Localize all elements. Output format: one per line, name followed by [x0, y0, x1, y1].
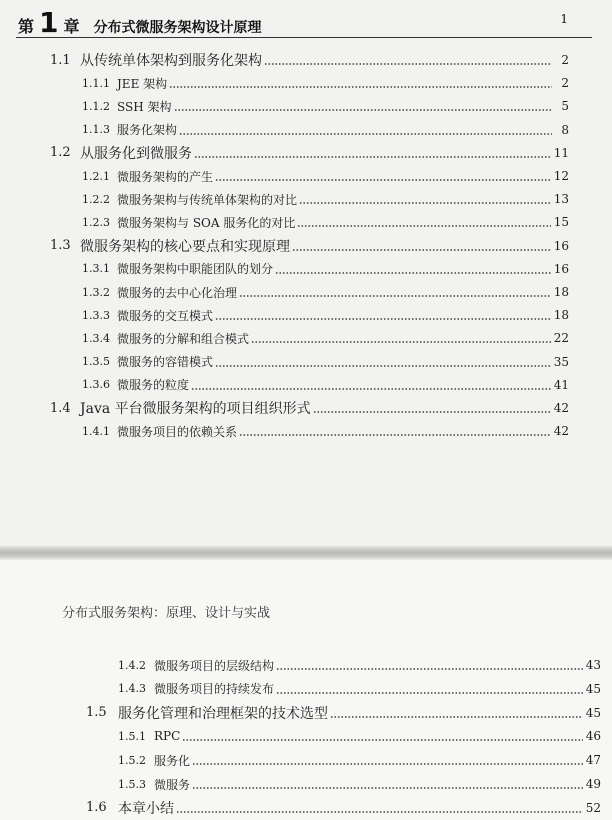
dot-leader	[174, 96, 552, 116]
toc-subsection-entry	[82, 189, 569, 209]
running-head: 分布式服务架构：原理、设计与实战	[62, 606, 271, 621]
dot-leader	[191, 375, 551, 395]
dot-leader	[169, 73, 552, 93]
entry-number: 1.5	[86, 705, 107, 721]
entry-title: 服务化管理和治理框架的技术选型	[118, 705, 328, 722]
toc-subsection-entry	[82, 421, 569, 441]
dot-leader	[299, 189, 551, 209]
toc-subsection-entry	[82, 120, 569, 140]
entry-number: 1.2.1	[82, 169, 110, 183]
toc-subsection-entry	[82, 166, 569, 186]
entry-number: 1.2.3	[82, 215, 110, 229]
entry-title: 微服务项目的依赖关系	[117, 424, 238, 439]
entry-number: 1.3.5	[82, 355, 110, 369]
entry-title: 微服务的容错模式	[117, 355, 214, 370]
toc-section-entry	[50, 398, 569, 418]
entry-page-number: 42	[553, 401, 569, 415]
toc-subsection-entry	[82, 96, 569, 116]
dot-leader	[239, 282, 551, 302]
dot-leader	[276, 679, 583, 699]
entry-title: 微服务的粒度	[117, 378, 190, 393]
dot-leader	[313, 398, 551, 418]
entry-number: 1.4	[50, 400, 71, 416]
dot-leader	[215, 305, 551, 325]
entry-title: 服务化	[154, 753, 191, 768]
toc-subsection-entry	[82, 375, 569, 395]
entry-number: 1.3.4	[82, 331, 110, 345]
entry-title: 微服务架构的核心要点和实现原理	[80, 238, 290, 255]
toc-subsection-entry	[82, 328, 569, 348]
entry-number: 1.4.2	[118, 658, 146, 672]
toc-subsection-entry	[82, 212, 569, 232]
toc-section-entry	[50, 143, 569, 163]
entry-page-number: 8	[561, 122, 569, 137]
entry-title: 微服务架构与 SOA 服务化的对比	[117, 215, 296, 230]
entry-page-number: 47	[585, 753, 601, 768]
dot-leader	[292, 236, 551, 256]
entry-number: 1.1.3	[82, 123, 110, 137]
entry-title: RPC	[154, 729, 181, 744]
entry-page-number: 12	[553, 169, 569, 183]
toc-subsection-entry	[82, 259, 569, 279]
entry-title: 微服务的分解和组合模式	[117, 331, 250, 346]
toc-list	[0, 560, 612, 820]
entry-page-number: 49	[585, 777, 601, 791]
entry-page-number: 16	[553, 261, 569, 276]
entry-title: 微服务架构的产生	[117, 169, 214, 184]
entry-number: 1.1.1	[82, 76, 110, 90]
toc-section-entry	[50, 50, 569, 70]
dot-leader	[182, 726, 582, 746]
entry-page-number: 46	[585, 729, 601, 744]
entry-title: 从传统单体架构到服务化架构	[80, 53, 262, 69]
entry-page-number: 18	[553, 308, 569, 323]
entry-title: Java 平台微服务架构的项目组织形式	[80, 401, 311, 417]
dot-leader	[239, 421, 551, 441]
toc-subsection-entry	[82, 73, 569, 93]
entry-number: 1.3.1	[82, 262, 110, 276]
page-gutter	[0, 546, 612, 560]
toc-subsection-entry	[118, 774, 601, 794]
entry-number: 1.2.2	[82, 192, 110, 206]
entry-page-number: 2	[561, 76, 569, 91]
entry-number: 1.6	[86, 800, 107, 816]
dot-leader	[275, 259, 551, 279]
entry-page-number: 15	[553, 215, 569, 230]
entry-page-number: 5	[561, 99, 569, 114]
chapter-page-number: 1	[560, 12, 568, 26]
entry-title: 从服务化到微服务	[80, 145, 192, 162]
entry-page-number: 16	[553, 238, 569, 253]
entry-title: 微服务的交互模式	[117, 308, 214, 323]
toc-page-2	[0, 560, 612, 820]
entry-number: 1.5.1	[118, 729, 146, 743]
dot-leader	[251, 328, 551, 348]
entry-title: 微服务的去中心化治理	[117, 285, 238, 300]
entry-number: 1.5.2	[118, 753, 146, 767]
entry-page-number: 2	[561, 53, 569, 67]
entry-page-number: 41	[553, 377, 569, 392]
dot-leader	[330, 703, 583, 723]
toc-subsection-entry	[82, 352, 569, 372]
entry-page-number: 42	[553, 424, 569, 439]
entry-page-number: 43	[585, 658, 601, 672]
toc-subsection-entry	[118, 726, 601, 746]
toc-subsection-entry	[82, 305, 569, 325]
entry-title: JEE 架构	[117, 76, 168, 91]
entry-number: 1.3.6	[82, 378, 110, 392]
entry-number: 1.1.2	[82, 99, 110, 113]
entry-page-number: 45	[585, 681, 601, 696]
entry-page-number: 45	[585, 705, 601, 720]
dot-leader	[192, 750, 583, 770]
dot-leader	[264, 50, 552, 70]
toc-subsection-entry	[118, 750, 601, 770]
entry-title: 微服务项目的层级结构	[154, 658, 275, 673]
entry-page-number: 11	[553, 145, 569, 160]
toc-subsection-entry	[118, 679, 601, 699]
entry-number: 1.5.3	[118, 777, 146, 791]
dot-leader	[276, 655, 583, 675]
entry-number: 1.3.2	[82, 285, 110, 299]
entry-title: 微服务架构与传统单体架构的对比	[117, 192, 298, 207]
entry-title: 微服务	[154, 777, 191, 792]
dot-leader	[192, 774, 583, 794]
entry-title: 微服务架构中职能团队的划分	[117, 262, 274, 277]
entry-page-number: 22	[553, 331, 569, 346]
entry-title: 本章小结	[118, 800, 174, 817]
entry-page-number: 35	[553, 354, 569, 369]
dot-leader	[176, 798, 583, 818]
chapter-prefix: 第	[18, 17, 35, 36]
entry-page-number: 13	[553, 192, 569, 207]
entry-title: 微服务项目的持续发布	[154, 682, 275, 697]
entry-number: 1.3.3	[82, 308, 110, 322]
entry-number: 1.1	[50, 52, 71, 68]
entry-number: 1.3	[50, 238, 71, 254]
dot-leader	[179, 120, 552, 140]
entry-number: 1.2	[50, 145, 71, 161]
entry-title: SSH 架构	[117, 99, 172, 114]
chapter-suffix: 章	[63, 17, 80, 36]
toc-section-entry	[50, 236, 569, 256]
toc-section-entry	[86, 798, 601, 818]
toc-subsection-entry	[82, 282, 569, 302]
entry-number: 1.4.1	[82, 424, 110, 438]
entry-page-number: 18	[553, 285, 569, 299]
dot-leader	[215, 352, 551, 372]
dot-leader	[215, 166, 551, 186]
entry-title: 服务化架构	[117, 123, 178, 138]
chapter-number: 1	[39, 6, 59, 39]
entry-page-number: 52	[585, 800, 601, 815]
dot-leader	[194, 143, 551, 163]
toc-subsection-entry	[118, 655, 601, 675]
dot-leader	[297, 212, 550, 232]
toc-section-entry	[86, 703, 601, 723]
chapter-title: 分布式微服务架构设计原理	[93, 20, 262, 36]
entry-number: 1.4.3	[118, 682, 146, 696]
